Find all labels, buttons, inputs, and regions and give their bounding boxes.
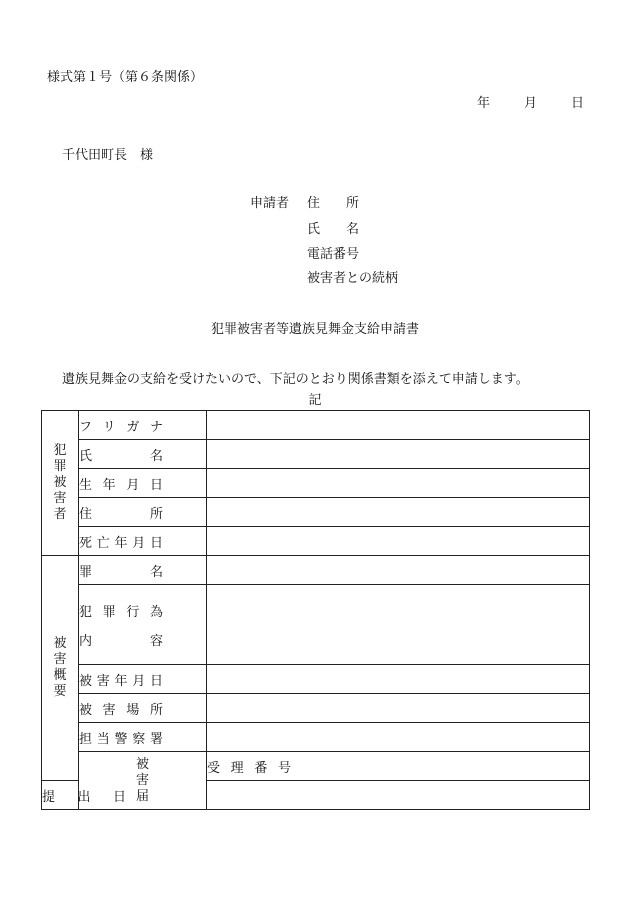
label-char: 害 [96,673,110,689]
label-char: 容 [149,633,163,649]
value-damage-place[interactable] [207,694,590,723]
application-table [41,410,590,810]
value-damage-date[interactable] [207,665,590,694]
label-death-date [79,527,207,556]
applicant-address-label: 住 所 [307,196,360,211]
label-char: 年 [102,477,116,493]
label-char: 住 [79,506,93,522]
label-submit-date [42,781,126,810]
label-char: 担 [79,731,93,747]
label-char: 為 [149,604,163,620]
label-char: 生 [79,477,93,493]
label-char: 亡 [96,535,110,551]
label-char: 死 [79,535,93,551]
label-char: 年 [114,673,128,689]
label-char: 被 [79,673,93,689]
label-char: 年 [114,535,128,551]
label-char: 月 [132,535,146,551]
label-char: 内 [79,633,93,649]
value-police-station[interactable] [207,723,590,752]
value-address[interactable] [207,498,590,527]
label-char: 日 [112,789,126,805]
label-damage-place [79,694,207,723]
group-victim: 犯罪被害者 [42,411,79,556]
label-crime-act [79,585,207,665]
label-char: 日 [149,477,163,493]
date-line [477,92,584,111]
value-crime-name[interactable] [207,556,590,585]
value-name[interactable] [207,440,590,469]
group-damage: 被害概要 [42,556,79,781]
group-report: 被害届 [79,752,207,810]
label-char: リ [102,419,116,435]
label-char: 場 [126,702,140,718]
applicant-relation-label: 被害者との続柄 [307,271,399,286]
value-birth-date[interactable] [207,469,590,498]
label-char: ガ [126,419,140,435]
label-char: 月 [132,673,146,689]
lead-sentence: 遺族見舞金の支給を受けたいので、下記のとおり関係書類を添えて申請します。 [62,372,529,387]
label-char: 番 [254,760,268,776]
addressee: 千代田町長 様 [62,148,154,163]
label-receipt-number [207,752,590,781]
label-char: 警 [114,731,128,747]
applicant-name-label: 氏 名 [307,222,360,237]
label-damage-date [79,665,207,694]
label-char: 察 [132,731,146,747]
label-char: 日 [149,535,163,551]
label-char: 日 [149,673,163,689]
label-char: ナ [149,419,163,435]
label-char: 当 [96,731,110,747]
ki-heading: 記 [308,393,322,408]
value-submit-date[interactable] [207,781,590,810]
label-char: 署 [149,731,163,747]
date-day: 日 [570,96,584,111]
label-furigana [79,411,207,440]
document-title: 犯罪被害者等遺族見舞金支給申請書 [210,322,419,337]
label-char: 氏 [79,448,93,464]
form-number: 様式第１号（第６条関係） [47,70,204,85]
value-crime-act[interactable] [207,585,590,665]
label-char: 理 [230,760,244,776]
label-char: 被 [79,702,93,718]
label-char: 害 [102,702,116,718]
label-name [79,440,207,469]
label-char: 月 [126,477,140,493]
label-crime-name [79,556,207,585]
label-police-station [79,723,207,752]
label-char: 出 [77,789,91,805]
value-death-date[interactable] [207,527,590,556]
label-char: フ [79,419,93,435]
applicant-label: 申請者 [250,196,290,211]
label-char: 罪 [79,564,93,580]
label-address [79,498,207,527]
label-char: 提 [42,789,56,805]
label-char: 罪 [102,604,116,620]
label-char: 行 [126,604,140,620]
label-char: 号 [277,760,291,776]
label-char: 受 [207,760,221,776]
label-char: 所 [149,506,163,522]
applicant-phone-label: 電話番号 [307,247,360,262]
value-furigana[interactable] [207,411,590,440]
date-year: 年 [476,96,490,111]
label-char: 名 [149,564,163,580]
date-month: 月 [523,96,537,111]
label-char: 名 [149,448,163,464]
label-char: 犯 [79,604,93,620]
label-birth-date [79,469,207,498]
label-char: 所 [149,702,163,718]
